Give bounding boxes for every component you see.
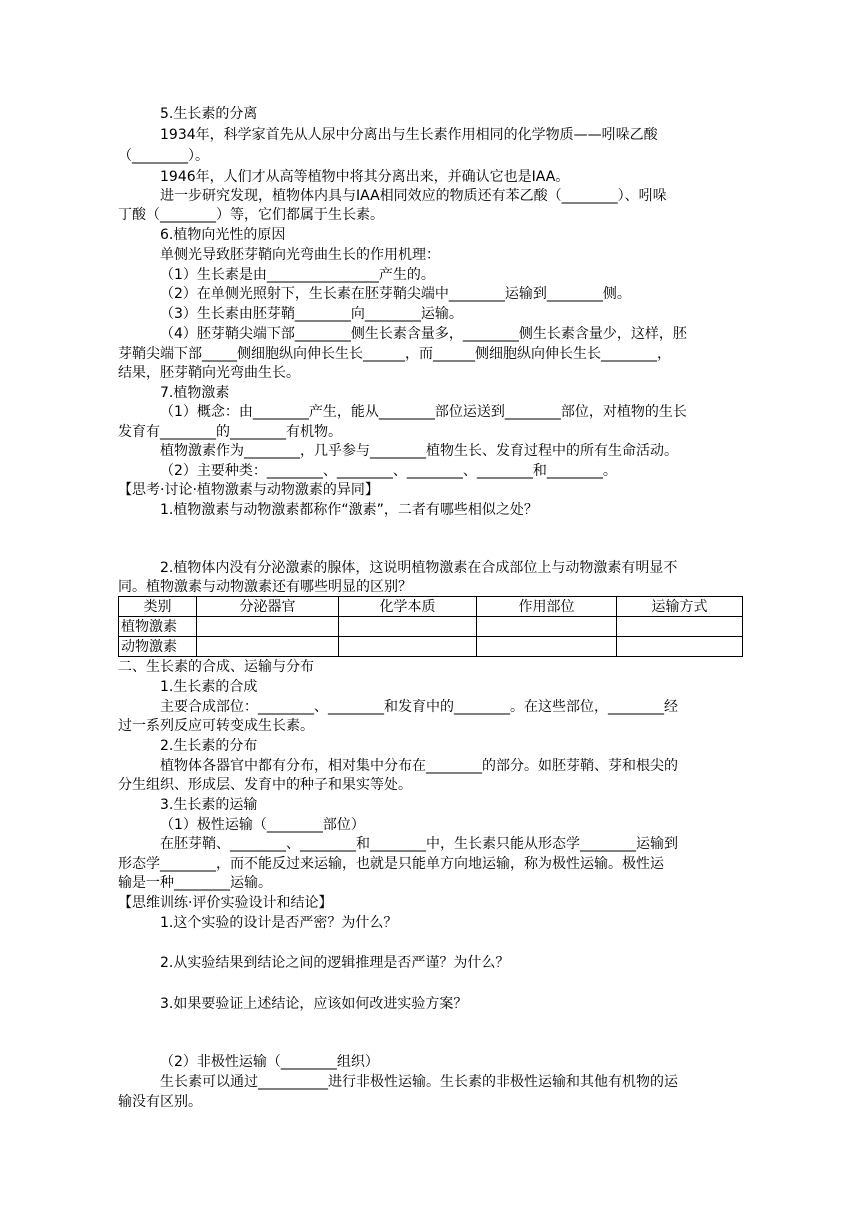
text-line: （2）主要种类：________、________、________、________和________。 — [160, 463, 617, 479]
text-line: 发育有________的________有机物。 — [118, 424, 342, 440]
text-line: （3）生长素由胚芽鞘________向________运输。 — [160, 306, 463, 322]
question: 1.这个实验的设计是否严密？为什么？ — [160, 915, 398, 931]
section-heading: 6.植物向光性的原因 — [160, 227, 286, 243]
text-line: 丁酸（________）等，它们都属于生长素。 — [118, 207, 384, 223]
table-cell: 动物激素 — [119, 637, 197, 657]
text-line: 过一系列反应可转变成生长素。 — [118, 718, 314, 734]
table-row — [119, 617, 743, 637]
section-heading: 二、生长素的合成、运输与分布 — [118, 659, 314, 675]
text-line: （2）非极性运输（________组织） — [160, 1054, 379, 1070]
section-heading: 7.植物激素 — [160, 385, 230, 401]
table-cell[interactable] — [477, 637, 617, 657]
text-line: 1946年，人们才从高等植物中将其分离出来，并确认它也是IAA。 — [160, 169, 570, 185]
text-line: 1934年，科学家首先从人尿中分离出与生长素作用相同的化学物质——吲哚乙酸 — [160, 127, 658, 143]
table-cell: 植物激素 — [119, 617, 197, 637]
text-line: （________）。 — [118, 148, 209, 164]
table-cell[interactable] — [477, 617, 617, 637]
text-line: 单侧光导致胚芽鞘向光弯曲生长的作用机理： — [160, 247, 440, 263]
text-line: 进一步研究发现，植物体内具与IAA相同效应的物质还有苯乙酸（________）、吲哚 — [160, 188, 667, 204]
section-heading: 【思考·讨论·植物激素与动物激素的异同】 — [118, 482, 379, 498]
section-heading: 2.生长素的分布 — [160, 738, 258, 754]
question: 1.植物激素与动物激素都称作“激素”，二者有哪些相似之处？ — [160, 502, 538, 518]
table-cell[interactable] — [197, 617, 339, 637]
table-cell[interactable] — [339, 637, 477, 657]
question: 2.从实验结果到结论之间的逻辑推理是否严谨？为什么？ — [160, 955, 510, 971]
question: 3.如果要验证上述结论，应该如何改进实验方案？ — [160, 996, 468, 1012]
text-line: 植物激素作为________，几乎参与________植物生长、发育过程中的所有生命活动。 — [160, 443, 678, 459]
comparison-table — [118, 596, 743, 657]
table-header-row — [119, 597, 743, 617]
table-cell[interactable] — [197, 637, 339, 657]
text-line: （4）胚芽鞘尖端下部________侧生长素含量多，________侧生长素含量少，这样，胚 — [160, 326, 687, 342]
text-line: 形态学________，而不能反过来运输，也就是只能单方向地运输，称为极性运输。极性运 — [118, 856, 664, 872]
table-header-cell: 分泌器官 — [197, 597, 339, 617]
text-line: （1）概念：由________产生，能从________部位运送到________部位，对植物的生长 — [160, 404, 687, 420]
section-heading: 【思维训练·评价实验设计和结论】 — [118, 895, 333, 911]
text-line: （1）极性运输（________部位） — [160, 817, 365, 833]
text-line: 同。植物激素与动物激素还有哪些明显的区别？ — [118, 579, 412, 595]
text-line: （1）生长素是由________________产生的。 — [160, 267, 435, 283]
text-line: 分生组织、形成层、发育中的种子和果实等处。 — [118, 777, 412, 793]
text-line: 在胚芽鞘、________、________和________中，生长素只能从形态学________运输到 — [160, 836, 678, 852]
section-heading: 1.生长素的合成 — [160, 679, 258, 695]
text-line: 生长素可以通过__________进行非极性运输。生长素的非极性运输和其他有机物的运 — [160, 1074, 678, 1090]
text-line: 植物体各器官中都有分布，相对集中分布在________的部分。如胚芽鞘、芽和根尖的 — [160, 758, 678, 774]
text-line: 芽鞘尖端下部_____侧细胞纵向伸长生长______，而______侧细胞纵向伸长生长________， — [118, 346, 671, 362]
question: 2.植物体内没有分泌激素的腺体，这说明植物激素在合成部位上与动物激素有明显不 — [160, 560, 678, 576]
text-line: 输是一种________运输。 — [118, 875, 272, 891]
table-header-cell: 作用部位 — [477, 597, 617, 617]
text-line: （2）在单侧光照射下，生长素在胚芽鞘尖端中________运输到________侧。 — [160, 286, 631, 302]
table-header-cell: 化学本质 — [339, 597, 477, 617]
table-header-cell: 运输方式 — [617, 597, 743, 617]
table-header-cell: 类别 — [119, 597, 197, 617]
table-cell[interactable] — [617, 637, 743, 657]
section-heading: 3.生长素的运输 — [160, 797, 258, 813]
table-cell[interactable] — [339, 617, 477, 637]
text-line: 结果，胚芽鞘向光弯曲生长。 — [118, 365, 300, 381]
table-cell[interactable] — [617, 617, 743, 637]
text-line: 输没有区别。 — [118, 1094, 202, 1110]
section-heading: 5.生长素的分离 — [160, 106, 258, 122]
table-row — [119, 637, 743, 657]
text-line: 主要合成部位：________、________和发育中的________。在这些部位，________经 — [160, 699, 678, 715]
